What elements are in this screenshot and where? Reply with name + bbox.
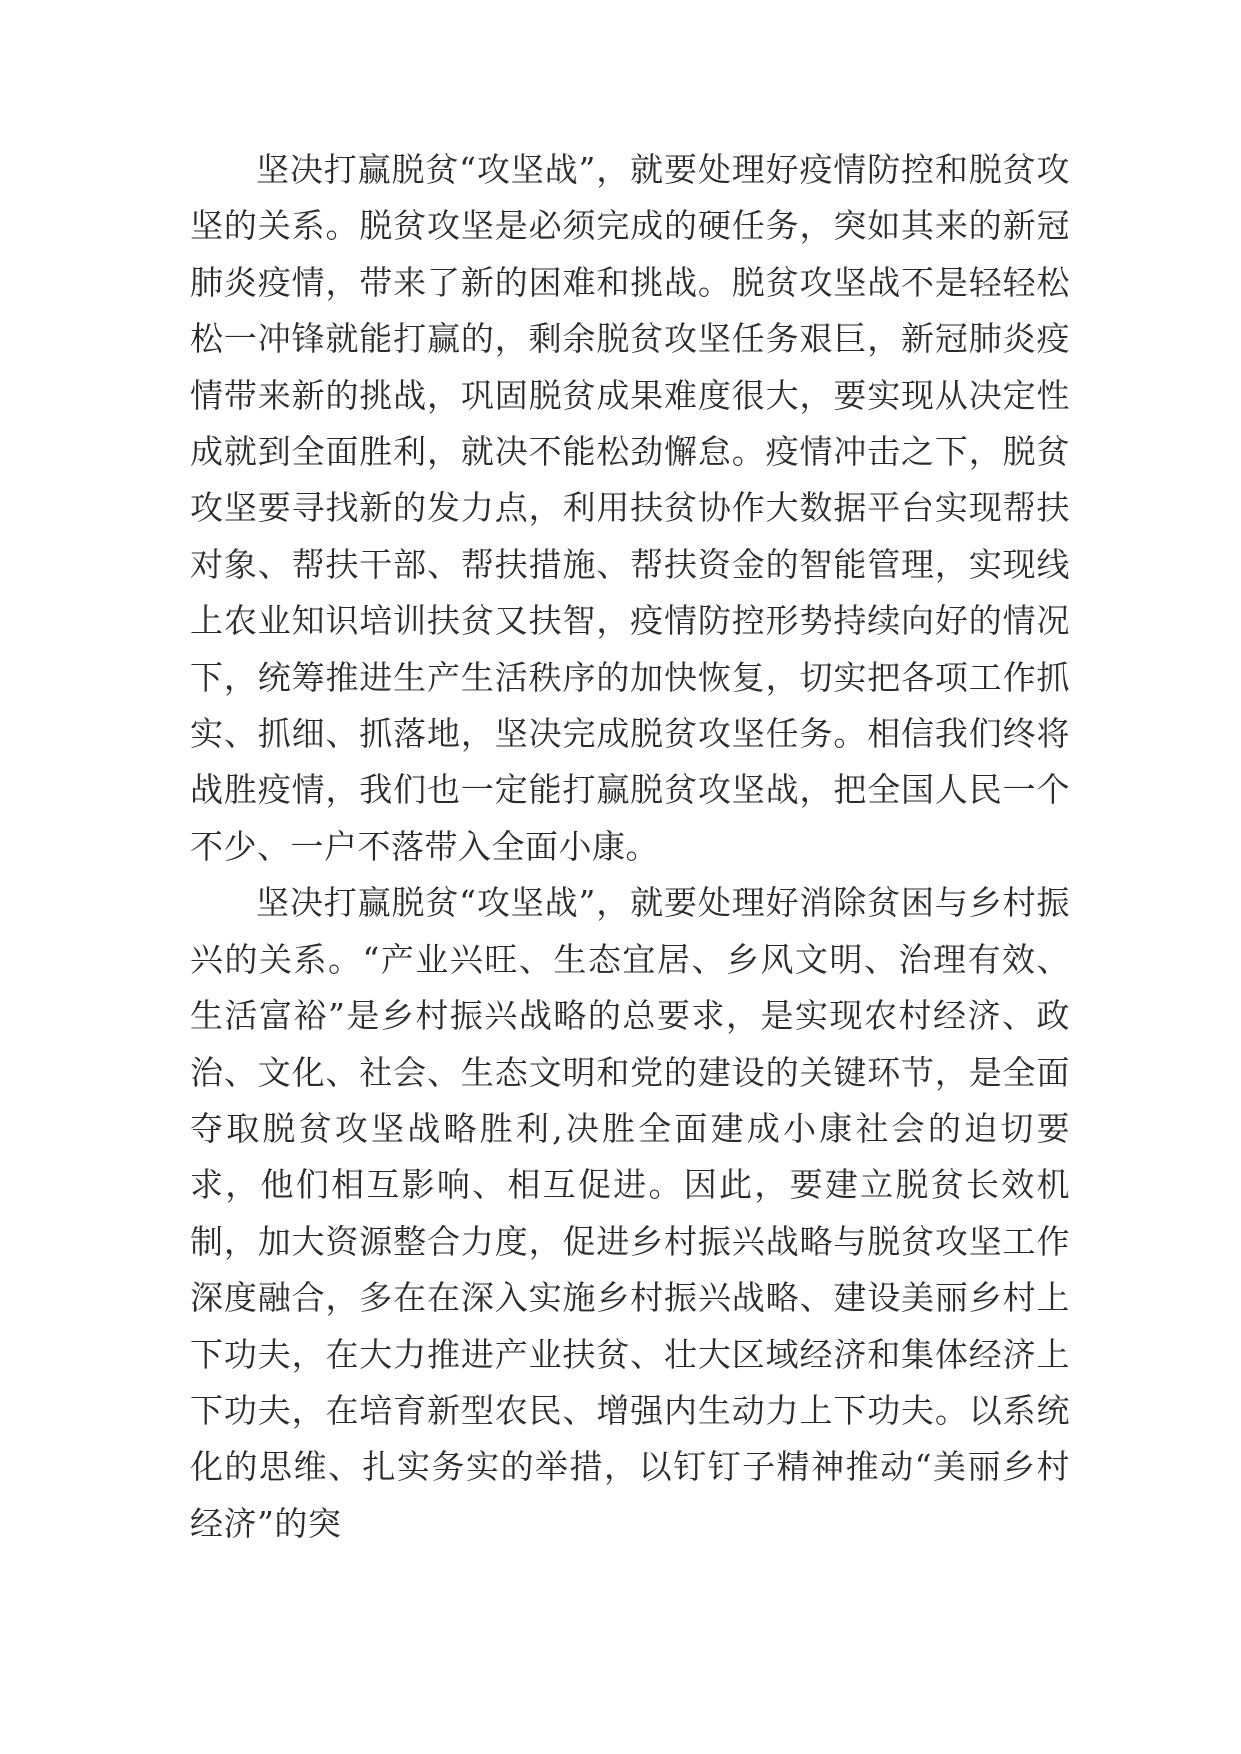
paragraph-epidemic-poverty: 坚决打赢脱贫“攻坚战”，就要处理好疫情防控和脱贫攻坚的关系。脱贫攻坚是必须完成的硬任务，突如其来的新冠肺炎疫情，带来了新的困难和挑战。脱贫攻坚战不是轻轻松松一冲锋就能打赢的，剩余脱贫攻坚任务艰巨，新冠肺炎疫情带来新的挑战，巩固脱贫成果难度很大，要实现从决定性成就到全面胜利，就决不能松劲懈怠。疫情冲击之下，脱贫攻坚要寻找新的发力点，利用扶贫协作大数据平台实现帮扶对象、帮扶干部、帮扶措施、帮扶资金的智能管理，实现线上农业知识培训扶贫又扶智，疫情防控形势持续向好的情况下，统筹推进生产生活秩序的加快恢复，切实把各项工作抓实、抓细、抓落地，坚决完成脱贫攻坚任务。相信我们终将战胜疫情，我们也一定能打赢脱贫攻坚战，把全国人民一个不少、一户不落带入全面小康。 <box>190 150 1070 866</box>
paragraph-rural-revitalization: 坚决打赢脱贫“攻坚战”，就要处理好消除贫困与乡村振兴的关系。“产业兴旺、生态宜居、乡风文明、治理有效、生活富裕”是乡村振兴战略的总要求，是实现农村经济、政治、文化、社会、生态文明和党的建设的关键环节，是全面夺取脱贫攻坚战略胜利,决胜全面建成小康社会的迫切要求，他们相互影响、相互促进。因此，要建立脱贫长效机制，加大资源整合力度，促进乡村振兴战略与脱贫攻坚工作深度融合，多在在深入实施乡村振兴战略、建设美丽乡村上下功夫，在大力推进产业扶贫、壮大区域经济和集体经济上下功夫，在培育新型农民、增强内生动力上下功夫。以系统化的思维、扎实务实的举措，以钉钉子精神推动“美丽乡村经济”的突 <box>190 883 1070 1543</box>
document-body <box>190 142 1070 1552</box>
